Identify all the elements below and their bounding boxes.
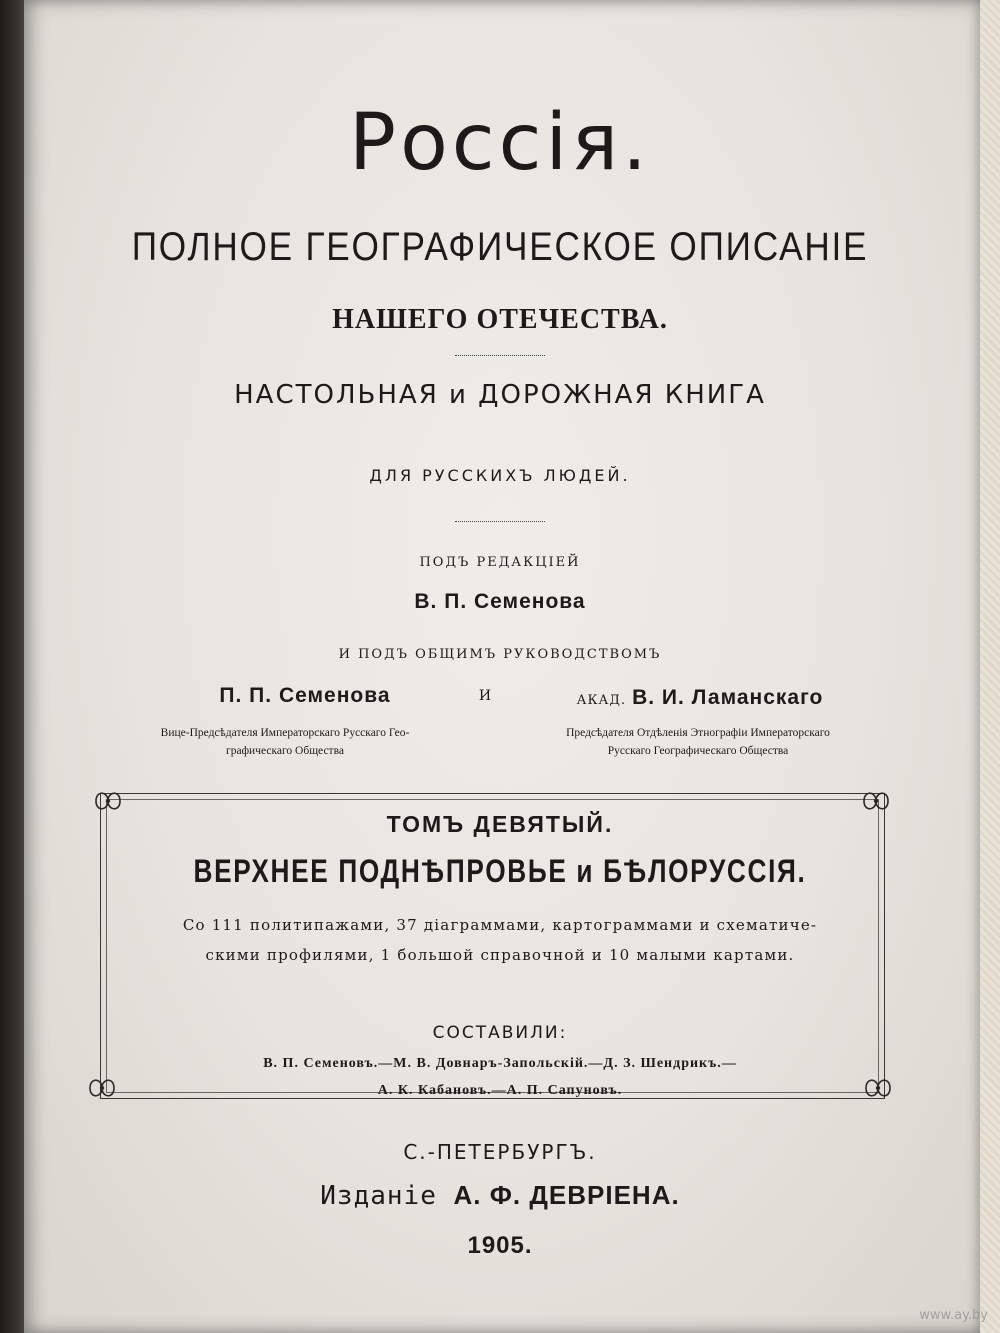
right-editor-name-text: В. И. Ламанскаго [632,686,824,709]
left-role-line-1: Вице-Предсѣдателя Императорскаго Русскаго Гео- [160,727,410,739]
right-role-line-1: Предсѣдателя Отдѣленія Этнографіи Императорскаго [566,727,830,739]
compilers-label: СОСТАВИЛИ: [432,1023,568,1043]
divider-2 [455,521,545,522]
divider-1 [455,355,545,356]
publisher-prefix: Изданіе [320,1181,437,1211]
right-editor-name [520,686,880,710]
volume-number: ТОМЪ ДЕВЯТЫЙ. [386,811,614,837]
right-role-line-2: Русскаго Географическаго Общества [607,745,789,757]
compilers-line-1: В. П. Семеновъ.—М. В. Довнаръ-Запольскій.—Д. З. Шендрикъ.— [263,1056,737,1071]
compilers-line-2: А. К. Кабановъ.—А. П. Сапуновъ. [377,1083,623,1098]
volume-desc-line-1: Со 111 политипажами, 37 діаграммами, картограммами и схематиче- [182,916,818,934]
guidance-label: И ПОДЪ ОБЩИМЪ РУКОВОДСТВОМЪ [338,647,662,662]
left-role-line-2: графическаго Общества [226,745,344,757]
left-editor-name: П. П. Семенова [219,684,391,707]
editor-name: В. П. Семенова [414,590,586,613]
editor-label: ПОДЪ РЕДАКЦІЕЙ [419,555,581,570]
imprint-publisher [0,1180,1000,1211]
subtitle-audience: ДЛЯ РУССКИХЪ ЛЮДЕЙ. [369,466,631,485]
subtitle-fatherland: НАШЕГО ОТЕЧЕСТВА. [332,304,668,335]
subtitle-desk-book: НАСТОЛЬНАЯ и ДОРОЖНАЯ КНИГА [234,380,766,410]
volume-desc-line-2: скими профилями, 1 большой справочной и 10 малыми картами. [205,946,795,964]
subtitle-description: ПОЛНОЕ ГЕОГРАФИЧЕСКОЕ ОПИСАНІЕ [131,225,869,269]
academic-prefix: АКАД. [576,693,627,708]
imprint-year: 1905. [467,1232,533,1259]
imprint-city: С.-ПЕТЕРБУРГЪ. [403,1140,597,1164]
publisher-name: А. Ф. ДЕВРІЕНА. [453,1180,680,1210]
compilers-list [0,1050,1000,1104]
volume-description [0,910,1000,970]
book-title: Россія. [349,98,651,188]
volume-title: ВЕРХНЕЕ ПОДНѢПРОВЬЕ и БѢЛОРУССІЯ. [193,853,807,889]
site-watermark: www.ay.by [919,1308,988,1323]
left-editor-role [90,724,480,760]
conjunction: И [478,688,492,704]
right-editor-role [498,724,898,760]
title-page [24,0,980,1333]
